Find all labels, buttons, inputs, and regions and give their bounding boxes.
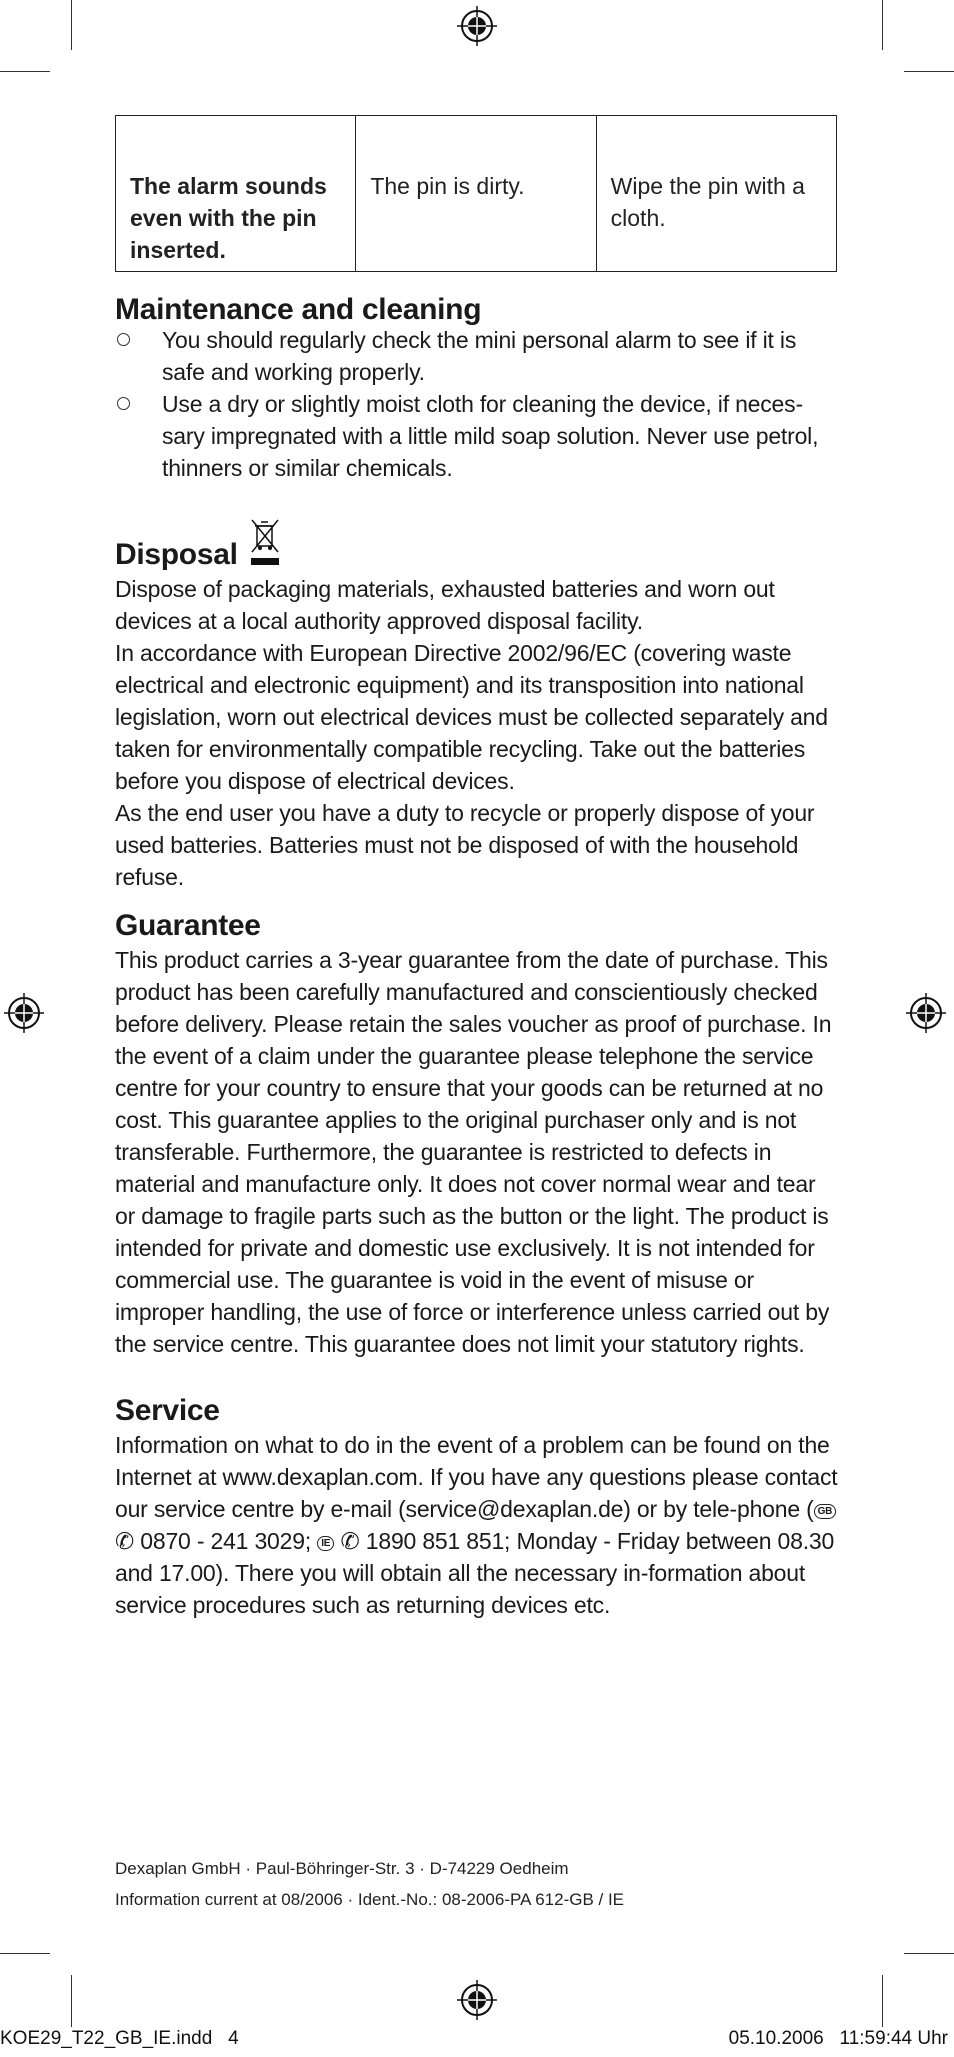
maintenance-section — [115, 292, 840, 484]
crop-mark — [0, 71, 50, 72]
table-row — [116, 116, 837, 272]
guarantee-heading: Guarantee — [115, 909, 261, 942]
phone-icon: ✆ — [340, 1528, 360, 1554]
crop-mark — [882, 1975, 883, 2027]
registration-mark-icon — [906, 993, 946, 1033]
slug-datetime: 05.10.2006 11:59:44 Uhr — [728, 2028, 948, 2049]
troubleshooting-table — [115, 115, 837, 272]
crop-mark — [882, 0, 883, 50]
bullet-icon — [117, 333, 130, 346]
crop-mark — [71, 1975, 72, 2027]
crop-mark — [71, 0, 72, 50]
disposal-paragraph: In accordance with European Directive 2002/96/EC (covering waste electrical and electronic equipment) and its transposition into national legislation, worn out electrical devices must be collected separately and taken for environmentally compatible recycling. Take out the batteries before you dispose of electrical devices. — [115, 640, 828, 794]
remedy-cell: Wipe the pin with a cloth. — [596, 116, 836, 272]
registration-mark-icon — [4, 993, 44, 1033]
disposal-paragraph: As the end user you have a duty to recycle or properly dispose of your used batteries. Batteries must not be disposed of with the household refuse. — [115, 800, 815, 890]
crossed-out-wheelie-bin-icon — [248, 518, 282, 568]
disposal-heading: Disposal — [115, 518, 840, 573]
country-badge-ie: IE — [317, 1536, 334, 1551]
list-item: Use a dry or slightly moist cloth for cleaning the device, if neces-sary impregnated with a little mild soap solution. Never use petrol, thinners or similar chemicals. — [115, 388, 840, 484]
phone-icon: ✆ — [115, 1528, 135, 1554]
service-section — [115, 1393, 840, 1621]
crop-mark — [904, 1953, 954, 1954]
bullet-icon — [117, 397, 130, 410]
service-heading: Service — [115, 1394, 220, 1427]
service-text: Information on what to do in the event of a problem can be found on the Internet at www.dexaplan.com. If you have any questions please contact our service centre by e-mail (service@dexaplan.de) or by tele-phone ( GB ✆ 0870 - 241 3029; IE ✆ 1890 851 851; Monday - Friday between 08.30 and 17.00). There you will obtain all the necessary in-formation about service procedures such as returning devices etc. — [115, 1432, 838, 1618]
crop-mark — [0, 1953, 50, 1954]
country-badge-gb: GB — [814, 1504, 837, 1519]
footer-info: Information current at 08/2006 · Ident.-No.: 08-2006-PA 612-GB / IE — [115, 1890, 625, 1909]
problem-cell: The alarm sounds even with the pin inserted. — [116, 116, 356, 272]
list-item: You should regularly check the mini personal alarm to see if it is safe and working properly. — [115, 324, 840, 388]
guarantee-text: This product carries a 3-year guarantee from the date of purchase. This product has been carefully manufactured and conscientiously checked before delivery. Please retain the sales voucher as proof of purchase. In the event of a claim under the guarantee please telephone the service centre for your country to ensure that your goods can be returned at no cost. This guarantee applies to the original purchaser only and is not transferable. Furthermore, the guarantee is restricted to defects in material and manufacture only. It does not cover normal wear and tear or damage to fragile parts such as the button or the light. The product is intended for private and domestic use exclusively. It is not intended for commercial use. The guarantee is void in the event of misuse or improper handling, the use of force or interference unless carried out by the service centre. This guarantee does not limit your statutory rights. — [115, 947, 832, 1357]
registration-mark-icon — [457, 1980, 497, 2020]
footer-address: Dexaplan GmbH · Paul-Böhringer-Str. 3 · D-74229 Oedheim — [115, 1859, 569, 1878]
disposal-section — [115, 504, 840, 893]
slug-filename: KOE29_T22_GB_IE.indd 4 — [0, 2028, 239, 2049]
guarantee-section — [115, 908, 840, 1360]
crop-mark — [904, 71, 954, 72]
disposal-paragraph: Dispose of packaging materials, exhausted batteries and worn out devices at a local authority approved disposal facility. — [115, 576, 775, 634]
cause-cell: The pin is dirty. — [356, 116, 596, 272]
maintenance-list — [115, 324, 840, 484]
maintenance-heading: Maintenance and cleaning — [115, 293, 482, 326]
registration-mark-icon — [457, 6, 497, 46]
